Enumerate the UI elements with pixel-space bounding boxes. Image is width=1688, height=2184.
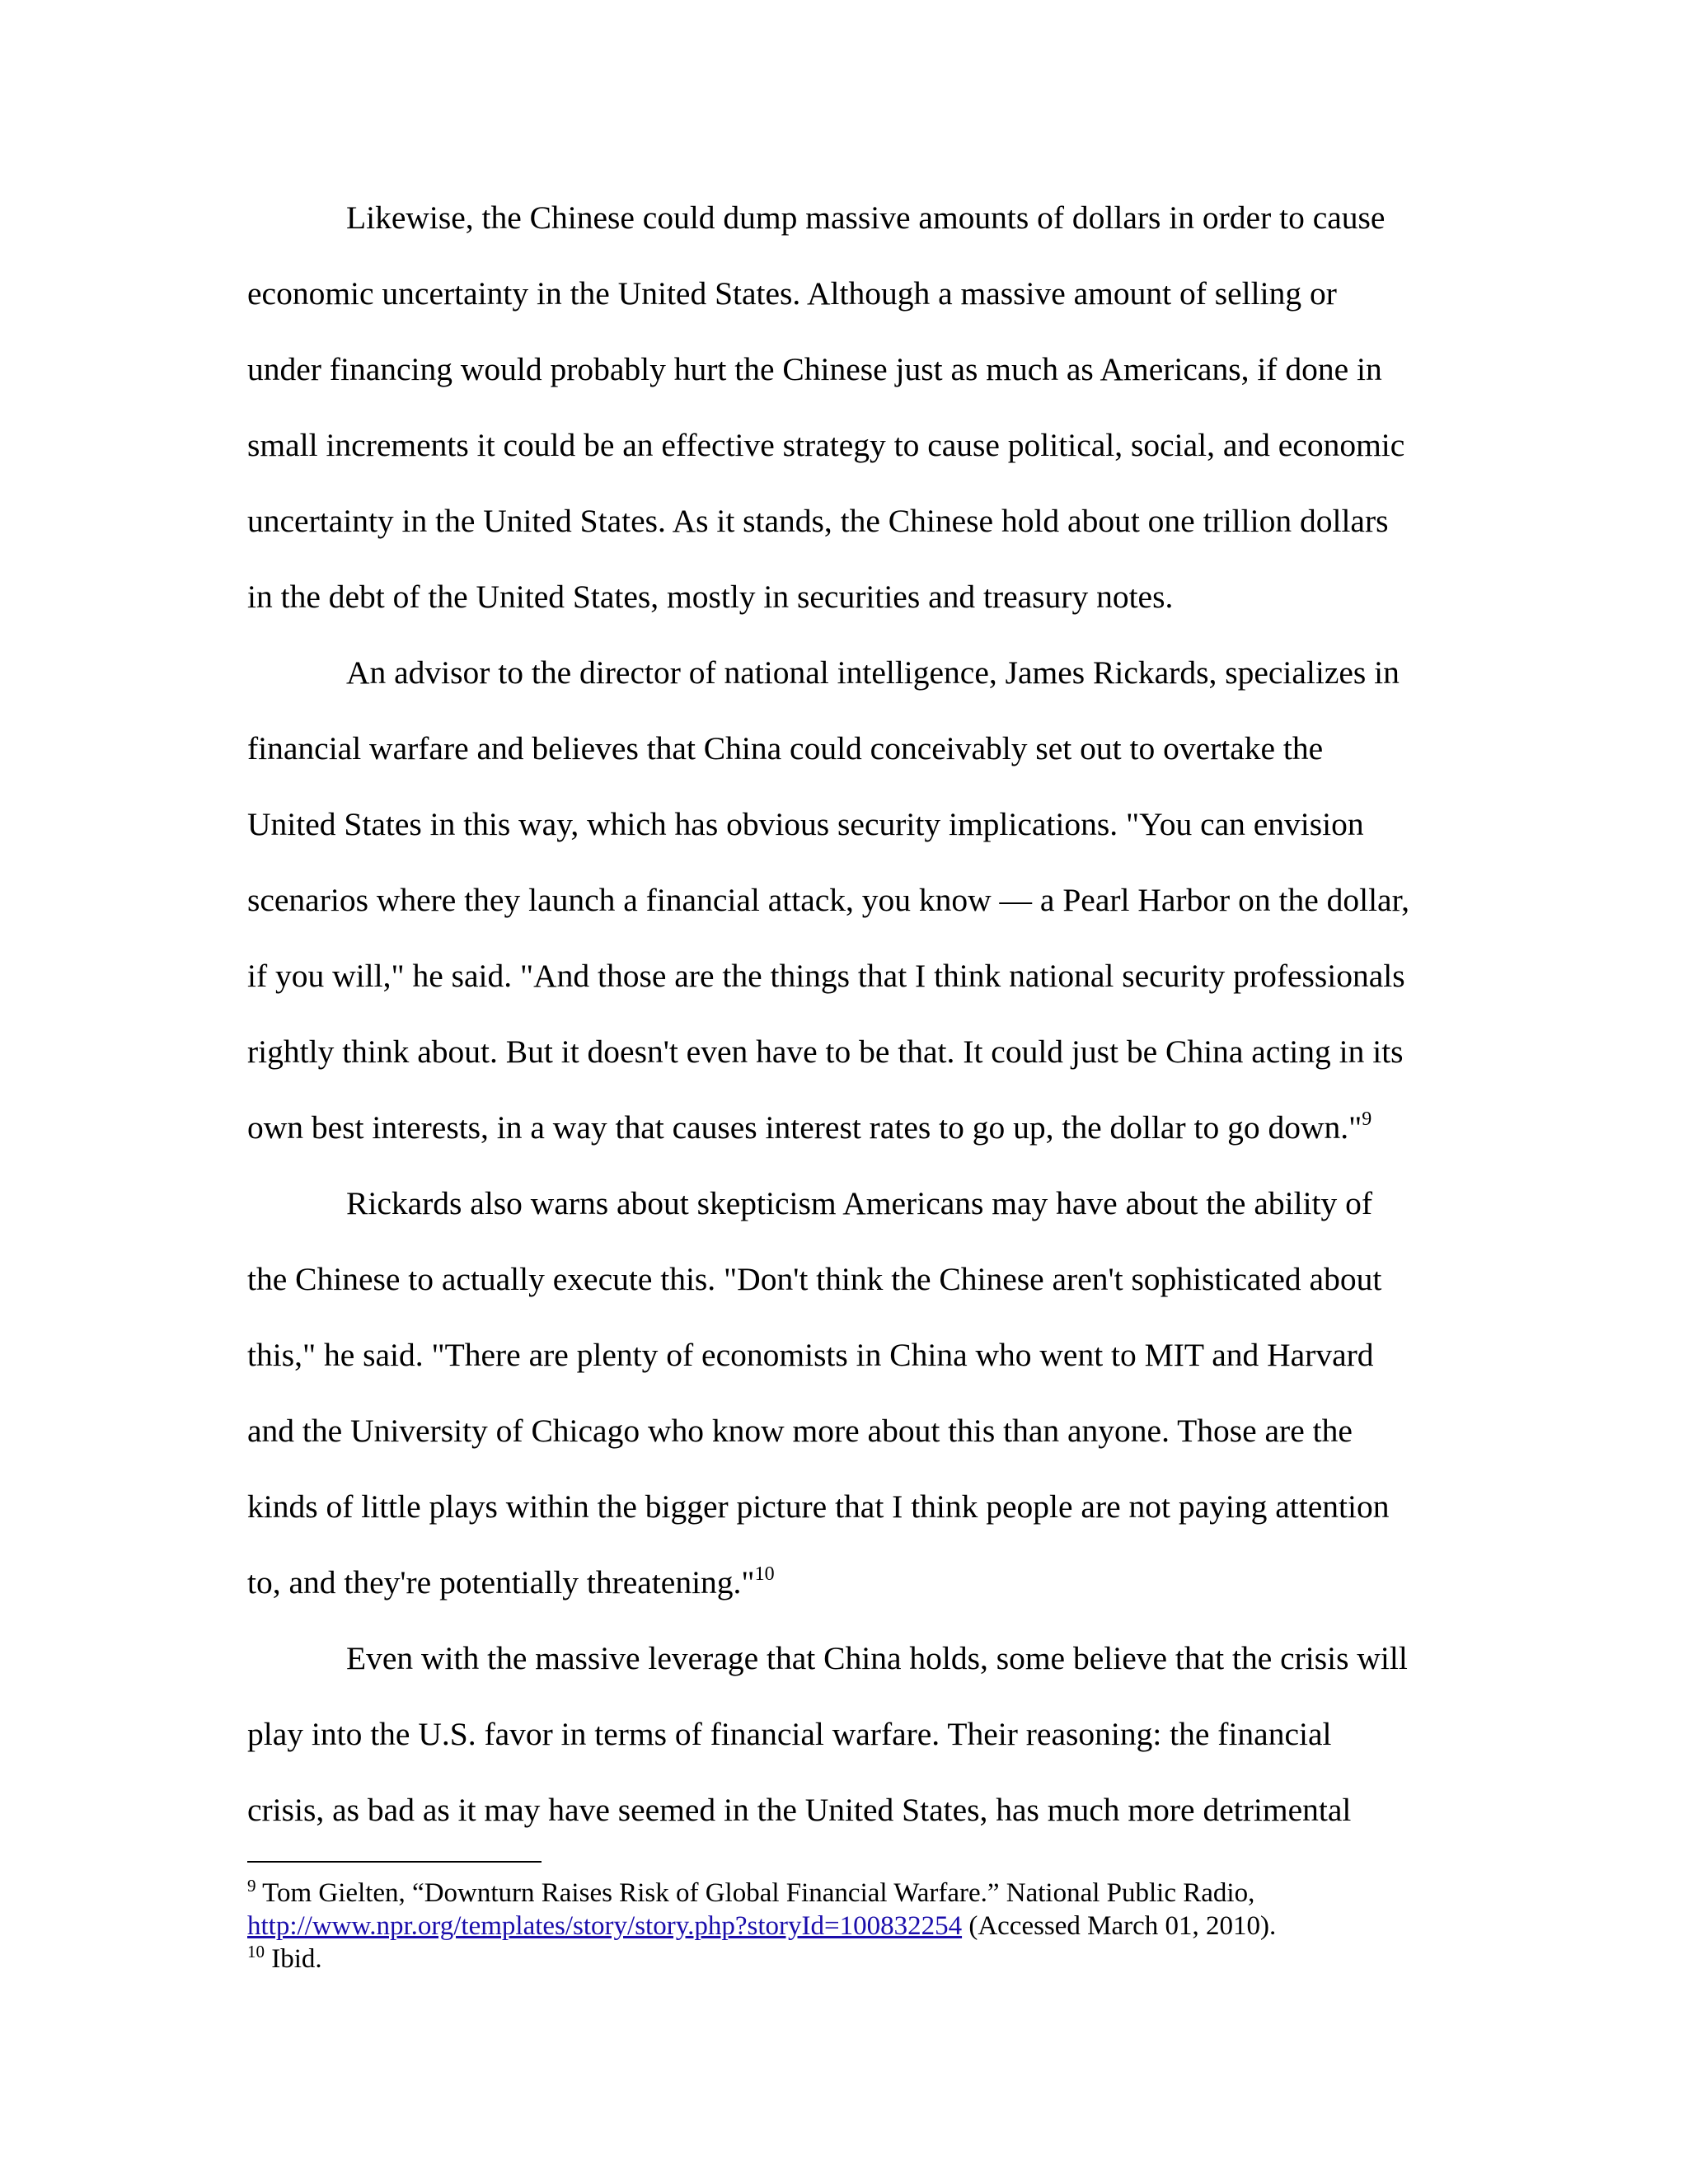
body-line: if you will," he said. "And those are the things that I think national security professionals: [247, 958, 1405, 994]
footnote-number: 9: [247, 1876, 256, 1896]
body-line: this," he said. "There are plenty of economists in China who went to MIT and Harvard: [247, 1337, 1374, 1373]
body-line: financial warfare and believes that China could conceivably set out to overtake the: [247, 730, 1324, 766]
body-line: An advisor to the director of national intelligence, James Rickards, specializes in: [346, 654, 1400, 691]
body-line: in the debt of the United States, mostly in securities and treasury notes.: [247, 579, 1174, 615]
body-line: Even with the massive leverage that China holds, some believe that the crisis will: [346, 1640, 1408, 1676]
body-line-with-footnote: [247, 1563, 775, 1607]
body-line: and the University of Chicago who know more about this than anyone. Those are the: [247, 1413, 1353, 1449]
body-line-text: own best interests, in a way that causes interest rates to go up, the dollar to go down.": [247, 1109, 1362, 1146]
footnote-ref-10: 10: [754, 1563, 775, 1585]
body-line: United States in this way, which has obvious security implications. "You can envision: [247, 806, 1364, 842]
body-line: uncertainty in the United States. As it stands, the Chinese hold about one trillion dollars: [247, 503, 1389, 539]
body-line: small increments it could be an effective strategy to cause political, social, and economic: [247, 427, 1405, 463]
body-line-with-footnote: [247, 1108, 1372, 1152]
footnote-10: [247, 1943, 322, 1977]
footnote-text: Tom Gielten, “Downturn Raises Risk of Global Financial Warfare.” National Public Radio,: [256, 1878, 1255, 1908]
body-line: under financing would probably hurt the Chinese just as much as Americans, if done in: [247, 351, 1382, 387]
body-line: Likewise, the Chinese could dump massive amounts of dollars in order to cause: [346, 199, 1386, 236]
footnote-ref-9: 9: [1362, 1108, 1372, 1130]
footnote-number: 10: [247, 1942, 265, 1961]
body-line: kinds of little plays within the bigger picture that I think people are not paying attention: [247, 1488, 1390, 1525]
body-line: Rickards also warns about skepticism Americans may have about the ability of: [346, 1185, 1373, 1221]
footnote-accessed-date: (Accessed March 01, 2010).: [962, 1911, 1277, 1941]
body-line: rightly think about. But it doesn't even have to be that. It could just be China acting in its: [247, 1033, 1404, 1070]
footnote-9: [247, 1877, 1254, 1911]
footnote-separator: [247, 1861, 542, 1863]
body-line: economic uncertainty in the United States. Although a massive amount of selling or: [247, 275, 1337, 312]
footnote-link[interactable]: http://www.npr.org/templates/story/story.php?storyId=100832254: [247, 1911, 963, 1941]
body-line: play into the U.S. favor in terms of financial warfare. Their reasoning: the financial: [247, 1716, 1332, 1752]
body-line: the Chinese to actually execute this. "Don't think the Chinese aren't sophisticated about: [247, 1261, 1382, 1297]
footnote-9-continued: [247, 1910, 1276, 1942]
body-line: crisis, as bad as it may have seemed in the United States, has much more detrimental: [247, 1792, 1352, 1828]
footnote-text: Ibid.: [265, 1944, 322, 1974]
body-line: scenarios where they launch a financial attack, you know — a Pearl Harbor on the dollar,: [247, 882, 1410, 918]
body-line-text: to, and they're potentially threatening.": [247, 1564, 755, 1601]
